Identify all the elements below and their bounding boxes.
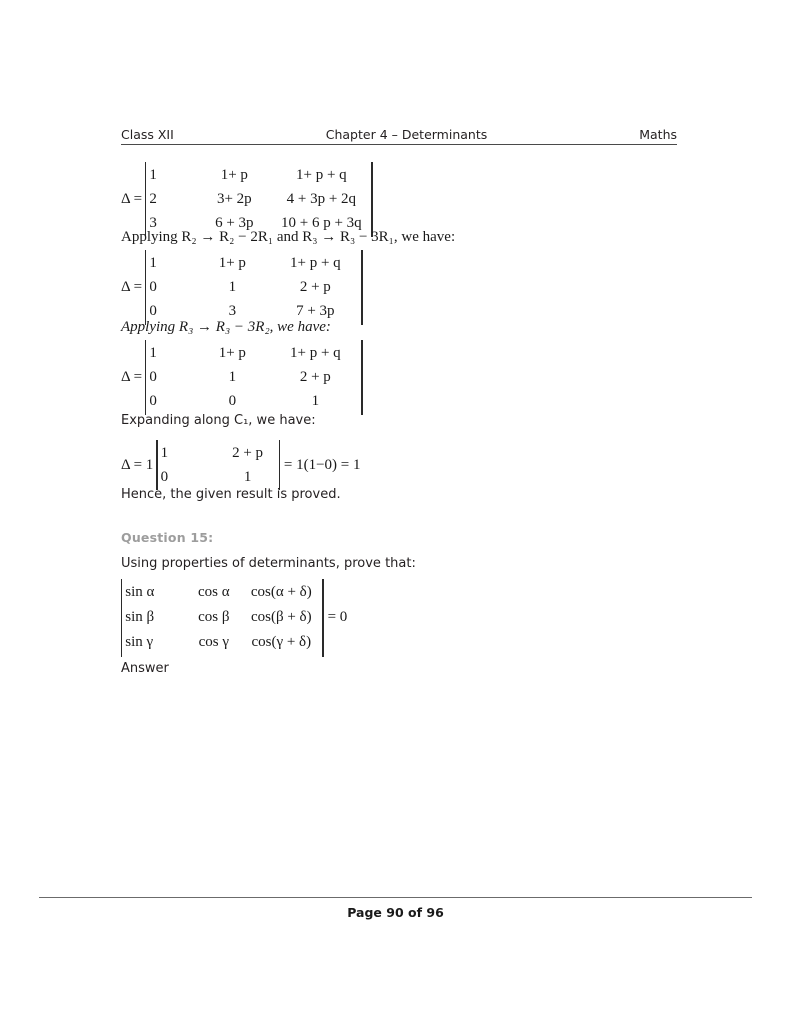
footer-divider [39, 897, 752, 898]
matrix-cell: 1+ p + q [289, 344, 341, 361]
delta-equals-label-2: Δ = [121, 278, 143, 295]
matrix-cell: 4 + 3p + 2q [286, 190, 357, 207]
matrix-grid-2 [146, 250, 361, 325]
matrix-cell: 1+ p + q [289, 254, 341, 271]
matrix-cell: 2 + p [232, 444, 264, 461]
matrix-cell: 1 [160, 444, 169, 461]
matrix-grid-4 [158, 440, 279, 490]
determinant-equation-2 [121, 250, 363, 325]
matrix-cell: 1 [149, 344, 157, 361]
matrix-cell: 1+ p [218, 344, 246, 361]
expanding-along-text: Expanding along C₁, we have: [121, 413, 316, 428]
matrix-cell: 2 + p [299, 368, 331, 385]
matrix-cell: 0 [149, 278, 157, 295]
matrix-cell: 1 [311, 392, 320, 409]
determinant-bar-right [361, 250, 362, 325]
determinant-matrix-1 [145, 162, 373, 237]
matrix-grid-5 [122, 579, 322, 657]
matrix-cell: 7 + 3p [296, 302, 335, 319]
matrix-cell: cos γ [198, 634, 229, 651]
row-operation-text-2: Applying R₃ → R₃ − 3R₂, we have: [121, 319, 331, 335]
matrix-cell: 1 [228, 278, 237, 295]
determinant-bar-right [371, 162, 372, 237]
matrix-cell: 1+ p [220, 166, 248, 183]
header-chapter-title: Chapter 4 – Determinants [325, 127, 488, 142]
matrix-cell: cos(γ + δ) [251, 634, 312, 651]
matrix-cell: 2 [149, 190, 157, 207]
determinant-equation-1 [121, 162, 373, 237]
determinant-result-5: = 0 [327, 609, 348, 626]
matrix-cell: 6 + 3p [215, 214, 254, 231]
matrix-cell: cos β [198, 609, 230, 626]
header-class-label: Class XII [121, 127, 174, 142]
determinant-equation-3 [121, 340, 363, 415]
matrix-cell: cos α [197, 584, 230, 600]
answer-label: Answer [121, 661, 169, 676]
matrix-cell: 1+ p + q [295, 166, 347, 183]
matrix-cell: 3 [149, 214, 157, 231]
page-number-footer: Page 90 of 96 [347, 905, 444, 920]
question-number-label: Question 15: [121, 530, 214, 545]
page-header [121, 127, 677, 145]
matrix-cell: 2 + p [299, 278, 331, 295]
matrix-cell: 3+ 2p [216, 190, 252, 207]
matrix-grid-3 [146, 340, 361, 415]
matrix-cell: 1 [149, 254, 157, 271]
determinant-matrix-5 [121, 579, 324, 657]
determinant-matrix-3 [145, 340, 363, 415]
matrix-cell: cos(α + δ) [250, 584, 312, 600]
matrix-cell: 10 + 6 p + 3q [280, 214, 362, 231]
delta-equals-label-1: Δ = [121, 190, 143, 207]
determinant-equation-4 [121, 440, 361, 490]
matrix-cell: 1 [243, 468, 252, 485]
matrix-cell: 1 [228, 368, 237, 385]
determinant-matrix-2 [145, 250, 363, 325]
matrix-cell: cos(β + δ) [250, 609, 312, 626]
matrix-cell: 1+ p [218, 254, 246, 271]
row-operation-text-1: Applying R₂ → R₂ − 2R₁ and R₃ → R₃ − 3R₁, we have: [121, 229, 456, 245]
matrix-cell: 0 [160, 468, 169, 485]
matrix-cell: 0 [228, 392, 237, 409]
matrix-grid-1 [146, 162, 371, 237]
determinant-equation-5 [121, 579, 347, 657]
matrix-cell: 0 [149, 392, 157, 409]
delta-equals-label-3: Δ = [121, 368, 143, 385]
matrix-cell: sin β [125, 609, 155, 626]
matrix-cell: 0 [149, 302, 157, 319]
matrix-cell: sin α [125, 584, 155, 600]
determinant-matrix-4 [156, 440, 280, 490]
delta-equals-one-label: Δ = 1 [121, 456, 154, 473]
matrix-cell: 1 [149, 166, 157, 183]
matrix-cell: 0 [149, 368, 157, 385]
matrix-cell: 3 [228, 302, 237, 319]
determinant-result-4: = 1(1−0) = 1 [283, 456, 361, 473]
matrix-cell: sin γ [125, 634, 154, 651]
determinant-bar-right [361, 340, 362, 415]
conclusion-text: Hence, the given result is proved. [121, 487, 341, 502]
question-prompt-text: Using properties of determinants, prove that: [121, 556, 416, 571]
header-subject-label: Maths [639, 127, 677, 142]
